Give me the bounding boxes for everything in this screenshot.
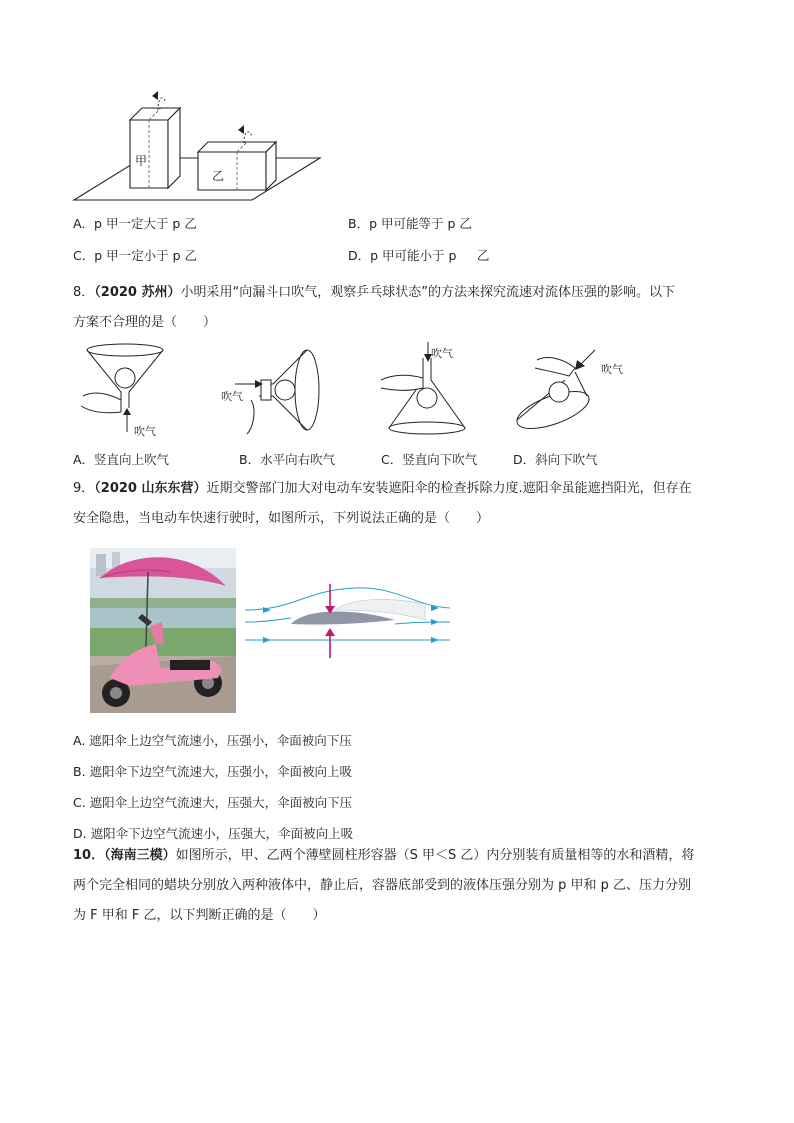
label-yi: 乙 [212,169,225,183]
q9-text-line2: 安全隐患，当电动车快速行驶时，如图所示，下列说法正确的是（ ） [73,511,490,526]
q10-text-line1: 如图所示，甲、乙两个薄壁圆柱形容器（S 甲＜S 乙）内分别装有质量相等的水和酒精，将 [175,848,695,863]
q9-source: （2020 山东东营） [94,481,207,496]
q10-text-line2: 两个完全相同的蜡块分别放入两种液体中，静止后，容器底部受到的液体压强分别为 p 甲和 p 乙、压力分别 [73,878,692,893]
q8-figure-label-d: 吹气 [601,363,623,376]
q9-number: 9． [73,481,95,496]
label-jia: 甲 [135,154,148,168]
funnel-figures [75,340,645,440]
q10-number: 10． [73,848,105,863]
q9-text-line1: 近期交警部门加大对电动车安装遮阳伞的检查拆除力度.遮阳伞虽能遮挡阳光，但存在 [206,481,692,496]
q8-figure-label-a: 吹气 [134,425,156,438]
q7-option-c[interactable]: C．p 甲一定小于 p 乙 [73,248,198,263]
q8-text-line1: 小明采用“向漏斗口吹气，观察乒乓球状态”的方法来探究流速对流体压强的影响。以下 [180,285,675,300]
q8-figure-label-c: 吹气 [431,347,453,360]
q8-option-d[interactable]: D．斜向下吹气 [513,452,598,467]
airflow-diagram [245,582,450,662]
q8-option-b[interactable]: B．水平向右吹气 [239,452,336,467]
q8-number: 8． [73,285,95,300]
q7-option-b[interactable]: B．p 甲可能等于 p 乙 [348,216,472,231]
q9-option-d[interactable]: D. 遮阳伞下边空气流速小，压强大，伞面被向上吸 [73,826,354,841]
q7-option-d[interactable]: D．p 甲可能小于 p 乙 [348,248,490,263]
q10-source: （海南三模） [104,848,176,863]
q8-option-a[interactable]: A．竖直向上吹气 [73,452,170,467]
q7-option-a[interactable]: A．p 甲一定大于 p 乙 [73,216,197,231]
q9-option-a[interactable]: A. 遮阳伞上边空气流速小，压强小，伞面被向下压 [73,733,352,748]
q10-text-line3: 为 F 甲和 F 乙，以下判断正确的是（ ） [73,908,326,923]
q10-stem [73,841,723,931]
q8-source: （2020 苏州） [94,285,181,300]
q8-figure-label-b: 吹气 [221,390,243,403]
q8-option-c[interactable]: C．竖直向下吹气 [381,452,478,467]
q9-stem [73,474,723,534]
funnel-d [513,350,595,436]
blocks-figure [72,88,322,203]
q8-stem [73,278,723,338]
funnel-a [81,344,163,432]
q9-option-b[interactable]: B. 遮阳伞下边空气流速大，压强小，伞面被向上吸 [73,764,353,779]
q8-text-line2: 方案不合理的是（ ） [73,315,217,330]
funnel-b [235,350,319,434]
q9-option-c[interactable]: C. 遮阳伞上边空气流速大，压强大，伞面被向下压 [73,795,353,810]
scooter-photo [90,548,236,713]
